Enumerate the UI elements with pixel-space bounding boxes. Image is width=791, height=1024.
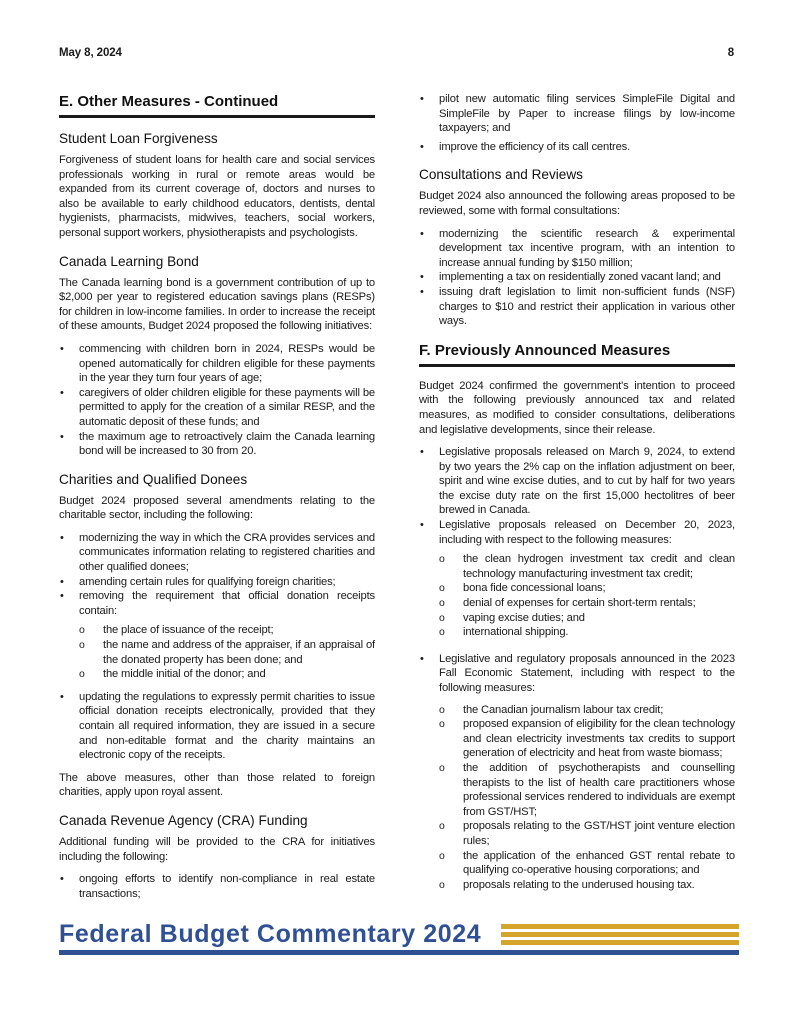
sub-bullet-icon: o [439, 820, 445, 833]
sub-list-item-text: the middle initial of the donor; and [103, 668, 266, 681]
sub-bullet-icon: o [439, 718, 445, 731]
sub-list-item [79, 623, 375, 638]
gold-stripe-decoration [501, 940, 739, 945]
list-item-text: ongoing efforts to identify non-compliance in real estate transactions; [79, 873, 375, 900]
bullet-list-previously-announced [419, 445, 735, 892]
sub-list-item-text: bona fide concessional loans; [463, 582, 606, 595]
sub-list-item [439, 703, 735, 718]
page-date: May 8, 2024 [59, 47, 122, 59]
paragraph-charities-closing: The above measures, other than those related to foreign charities, apply upon royal assent. [59, 771, 375, 799]
page-header [59, 47, 734, 63]
list-item [59, 575, 375, 590]
sub-list-item [439, 581, 735, 596]
sub-bullet-icon: o [439, 626, 445, 639]
list-item-text: Legislative proposals released on December 20, 2023, including with respect to the following measures: [439, 519, 735, 546]
sub-list-item [439, 849, 735, 878]
bullet-icon: • [420, 446, 424, 459]
list-item [59, 589, 375, 682]
section-title-f: F. Previously Announced Measures [419, 341, 735, 367]
sub-list-item-text: the clean hydrogen investment tax credit and clean technology manufacturing investment tax credit; [463, 553, 735, 580]
list-item-text: Legislative proposals released on March 9, 2024, to extend by two years the 2% cap on the inflation adjustment on beer, spirit and wine excise duties, and to cut by half for two years the excise duty rate on the first 15,000 hectolitres of beer brewed in Canada. [439, 446, 735, 517]
list-item-text: issuing draft legislation to limit non-sufficient funds (NSF) charges to $10 and restrict their application in various other ways. [439, 285, 735, 328]
list-item [59, 386, 375, 430]
list-item [59, 342, 375, 386]
subheading-learning-bond: Canada Learning Bond [59, 253, 199, 269]
bullet-list-cra-continued [419, 92, 735, 154]
sub-list-item [439, 878, 735, 893]
list-item-text: commencing with children born in 2024, RESPs would be opened automatically for children eligible for these payments in the year they turn four years of age; [79, 342, 375, 385]
paragraph-learning-bond: The Canada learning bond is a government contribution of up to $2,000 per year to registered education savings plans (RESPs) for children in low-income families. In order to increase the receipt of these amounts, Budget 2024 proposed the following initiatives: [59, 276, 375, 333]
bullet-icon: • [420, 140, 424, 153]
list-item [419, 227, 735, 271]
blue-base-rule [59, 950, 739, 955]
bullet-icon: • [420, 519, 424, 532]
sub-list-fall-statement [439, 703, 735, 893]
paragraph-previously-announced: Budget 2024 confirmed the government's intention to proceed with the following previously announced tax and related measures, as modified to consider consultations, deliberations and legislative developments, since their release. [419, 379, 735, 436]
list-item [419, 285, 735, 329]
sub-bullet-icon: o [439, 553, 445, 566]
bullet-icon: • [60, 690, 64, 703]
bullet-icon: • [60, 430, 64, 443]
sub-list-item-text: proposed expansion of eligibility for the clean technology and clean electricity investments tax credits to support generation of electricity and heat from waste biomass; [463, 718, 735, 760]
list-item-text: implementing a tax on residentially zoned vacant land; and [439, 271, 721, 284]
bullet-icon: • [420, 652, 424, 665]
sub-list-item-text: vaping excise duties; and [463, 611, 585, 624]
sub-list-item [439, 611, 735, 626]
sub-bullet-icon: o [439, 761, 445, 774]
bullet-icon: • [420, 285, 424, 298]
sub-bullet-icon: o [79, 639, 85, 652]
list-item [419, 140, 735, 155]
sub-list-item-text: denial of expenses for certain short-term rentals; [463, 597, 696, 610]
list-item-text: modernizing the way in which the CRA provides services and communicates information relating to registered charities and other qualified donees; [79, 531, 375, 574]
sub-list-item [439, 717, 735, 761]
sub-bullet-icon: o [439, 703, 445, 716]
paragraph-charities: Budget 2024 proposed several amendments relating to the charitable sector, including the following: [59, 494, 375, 522]
right-column [419, 92, 735, 900]
list-item-text: updating the regulations to expressly permit charities to issue official donation receipts electronically, provided that they contain all required information, they are issued in a secure and non-editable format and the charity maintains an electronic copy of the receipts. [79, 690, 375, 762]
paragraph-student-loan: Forgiveness of student loans for health care and social services professionals working in rural or remote areas would be expanded from its current coverage of, doctors and nurses to also be available to early childhood educators, dentists, dental hygienists, pharmacists, midwives, teachers, social workers, personal support workers, physiotherapists and psychologists. [59, 154, 375, 239]
list-item [419, 652, 735, 893]
list-item [419, 270, 735, 285]
bullet-icon: • [420, 93, 424, 105]
list-item-text: pilot new automatic filing services SimpleFile Digital and SimpleFile by Paper to increase filings by low-income taxpayers; and [439, 93, 735, 135]
sub-list-item-text: the name and address of the appraiser, if an appraisal of the donated property has been done; and [103, 639, 375, 666]
list-item [59, 872, 375, 901]
sub-list-item-text: the place of issuance of the receipt; [103, 624, 274, 637]
list-item [59, 531, 375, 575]
bullet-icon: • [60, 575, 64, 588]
bullet-list-consultations [419, 227, 735, 329]
sub-list-december-measures [439, 552, 735, 640]
footer-brand-title: Federal Budget Commentary 2024 [59, 920, 482, 948]
list-item-text: improve the efficiency of its call centres. [439, 140, 631, 153]
bullet-icon: • [60, 386, 64, 399]
sub-bullet-icon: o [439, 597, 445, 610]
bullet-icon: • [420, 227, 424, 240]
sub-list-item [79, 638, 375, 667]
list-item-text: modernizing the scientific research & experimental development tax incentive program, with an intention to increase annual funding by $150 million; [439, 227, 735, 269]
list-item [419, 518, 735, 640]
subheading-charities: Charities and Qualified Donees [59, 471, 248, 487]
gold-stripe-decoration [501, 932, 739, 937]
list-item-text: Legislative and regulatory proposals announced in the 2023 Fall Economic Statement, including with respect to the following measures: [439, 652, 735, 694]
bullet-icon: • [60, 531, 64, 544]
subheading-student-loan: Student Loan Forgiveness [59, 131, 218, 146]
sub-list-item-text: international shipping. [463, 626, 569, 639]
sub-list-item-text: proposals relating to the underused housing tax. [463, 878, 695, 891]
page-number: 8 [727, 47, 734, 59]
sub-bullet-icon: o [439, 878, 445, 891]
list-item-text: caregivers of older children eligible for these payments will be permitted to apply for the creation of a similar RESP, and the automatic deposit of these funds; and [79, 386, 375, 428]
sub-bullet-icon: o [439, 611, 445, 624]
bullet-list-charities [59, 531, 375, 763]
list-item [59, 690, 375, 763]
list-item [419, 445, 735, 518]
list-item [419, 92, 735, 136]
sub-list-item [439, 596, 735, 611]
sub-bullet-icon: o [79, 668, 85, 681]
bullet-icon: • [60, 342, 64, 355]
footer-banner [59, 920, 739, 960]
subheading-cra-funding: Canada Revenue Agency (CRA) Funding [59, 812, 308, 828]
gold-stripe-decoration [501, 924, 739, 929]
sub-list-item-text: the application of the enhanced GST rental rebate to qualifying co-operative housing corporations; and [463, 849, 735, 877]
sub-list-item [439, 552, 735, 581]
bullet-icon: • [420, 271, 424, 284]
list-item [59, 430, 375, 459]
list-item-text: removing the requirement that official donation receipts contain: [79, 590, 375, 617]
sub-list-item-text: the Canadian journalism labour tax credit; [463, 703, 664, 716]
paragraph-consultations: Budget 2024 also announced the following areas proposed to be reviewed, some with formal consultations: [419, 190, 735, 217]
subheading-consultations: Consultations and Reviews [419, 167, 583, 183]
section-title-e: E. Other Measures - Continued [59, 92, 375, 118]
left-column [59, 92, 375, 909]
paragraph-cra-funding: Additional funding will be provided to the CRA for initiatives including the following: [59, 835, 375, 863]
sub-list-item [439, 761, 735, 819]
sub-bullet-icon: o [439, 582, 445, 595]
bullet-list-cra [59, 872, 375, 901]
sub-list-item [79, 667, 375, 682]
bullet-list-learning-bond [59, 342, 375, 459]
bullet-icon: • [60, 590, 64, 603]
sub-list-item-text: the addition of psychotherapists and counselling therapists to the list of health care practitioners whose professional services rendered to individuals are exempt from GST/HST; [463, 761, 735, 818]
sub-list-item-text: proposals relating to the GST/HST joint venture election rules; [463, 820, 735, 847]
list-item-text: amending certain rules for qualifying foreign charities; [79, 575, 336, 588]
sub-bullet-icon: o [439, 849, 445, 862]
sub-list-item [439, 819, 735, 848]
list-item-text: the maximum age to retroactively claim the Canada learning bond will be increased to 30 from 20. [79, 430, 375, 458]
sub-list-item [439, 625, 735, 640]
sub-bullet-icon: o [79, 624, 85, 637]
sub-list-receipts [79, 623, 375, 681]
bullet-icon: • [60, 873, 64, 886]
